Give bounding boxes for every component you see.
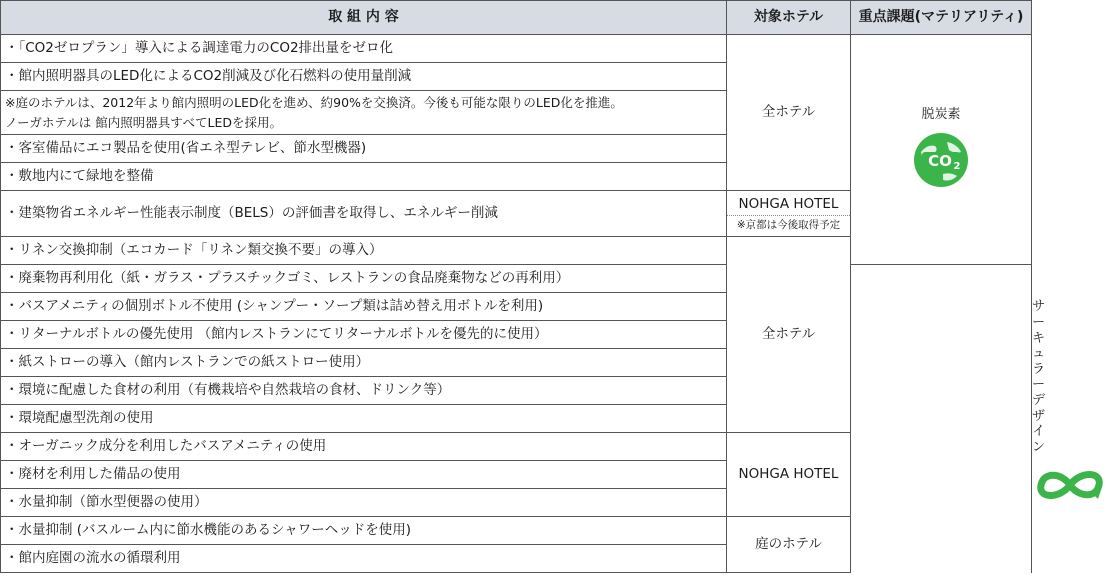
table-row [1, 293, 1032, 321]
hotel-cell-all: 全ホテル [727, 35, 851, 191]
table-row [1, 461, 1032, 489]
initiative-cell: ・廃材を利用した備品の使用 [1, 461, 727, 489]
svg-text:2: 2 [953, 161, 961, 173]
hotel-cell-niwa: 庭のホテル [727, 517, 851, 573]
infinity-arrow-icon [1032, 465, 1108, 509]
materiality-label-decarbonization: 脱炭素 [921, 106, 961, 122]
initiative-cell: ・水量抑制 (バスルーム内に節水機能のあるシャワーヘッドを使用) [1, 517, 727, 545]
initiative-cell: ・館内庭園の流水の循環利用 [1, 545, 727, 573]
hotel-cell-nohga: NOHGA HOTEL [727, 433, 851, 517]
table-row [1, 405, 1032, 433]
table-row [1, 349, 1032, 377]
initiative-cell: ・リターナルボトルの優先使用 （館内レストランにてリターナルボトルを優先的に使用） [1, 321, 727, 349]
note-line-2: ノーガホテルは 館内照明器具すべてLEDを採用。 [5, 114, 282, 130]
initiative-cell: ・「CO2ゼロプラン」導入による調達電力のCO2排出量をゼロ化 [1, 35, 727, 63]
hotel-cell-all: 全ホテル [727, 237, 851, 433]
initiative-cell: ・客室備品にエコ製品を使用(省エネ型テレビ、節水型機器) [1, 135, 727, 163]
initiative-cell: ・環境配慮型洗剤の使用 [1, 405, 727, 433]
co2-globe-icon [913, 132, 969, 192]
table-row [1, 433, 1032, 461]
table-row [1, 517, 1032, 545]
initiative-cell: ・建築物省エネルギー性能表示制度（BELS）の評価書を取得し、エネルギー削減 [1, 191, 727, 237]
header-hotel: 対象ホテル [727, 1, 851, 35]
initiative-cell: ・オーガニック成分を利用したバスアメニティの使用 [1, 433, 727, 461]
initiative-cell: ・バスアメニティの個別ボトル不使用 (シャンプー・ソープ類は詰め替え用ボトルを利用) [1, 293, 727, 321]
initiative-cell: ・廃棄物再利用化（紙・ガラス・プラスチックゴミ、レストランの食品廃棄物などの再利用） [1, 265, 727, 293]
table-row [1, 545, 1032, 573]
table-row [1, 377, 1032, 405]
header-row [1, 1, 1032, 35]
table-row [1, 321, 1032, 349]
initiative-cell: ・リネン交換抑制（エコカード「リネン類交換不要」の導入） [1, 237, 727, 265]
header-initiatives: 取 組 内 容 [1, 1, 727, 35]
table-row [1, 489, 1032, 517]
note-line-1: ※庭のホテルは、2012年より館内照明のLED化を進め、約90%を交換済。今後も可能な限りのLED化を推進。 [5, 94, 623, 110]
materiality-cell-decarbonization [851, 35, 1032, 265]
hotel-note-kyoto: ※京都は今後取得予定 [727, 215, 850, 232]
hotel-label-nohga: NOHGA HOTEL [738, 195, 839, 212]
initiative-cell: ・水量抑制（節水型便器の使用） [1, 489, 727, 517]
initiative-cell: ・館内照明器具のLED化によるCO2削減及び化石燃料の使用量削減 [1, 63, 727, 91]
header-materiality: 重点課題(マテリアリティ) [851, 1, 1032, 35]
table-row [1, 265, 1032, 293]
hotel-cell-nohga [727, 191, 851, 237]
note-cell [1, 91, 727, 135]
initiative-cell: ・敷地内にて緑地を整備 [1, 163, 727, 191]
initiative-cell: ・紙ストローの導入（館内レストランでの紙ストロー使用） [1, 349, 727, 377]
svg-text:CO: CO [928, 152, 952, 171]
table-row: ・リネン交換抑制（エコカード「リネン類交換不要」の導入） 全ホテル サーキュラーデザイン [1, 237, 1032, 265]
initiative-cell: ・環境に配慮した食材の利用（有機栽培や自然栽培の食材、ドリンク等） [1, 377, 727, 405]
table-row [1, 35, 1032, 63]
